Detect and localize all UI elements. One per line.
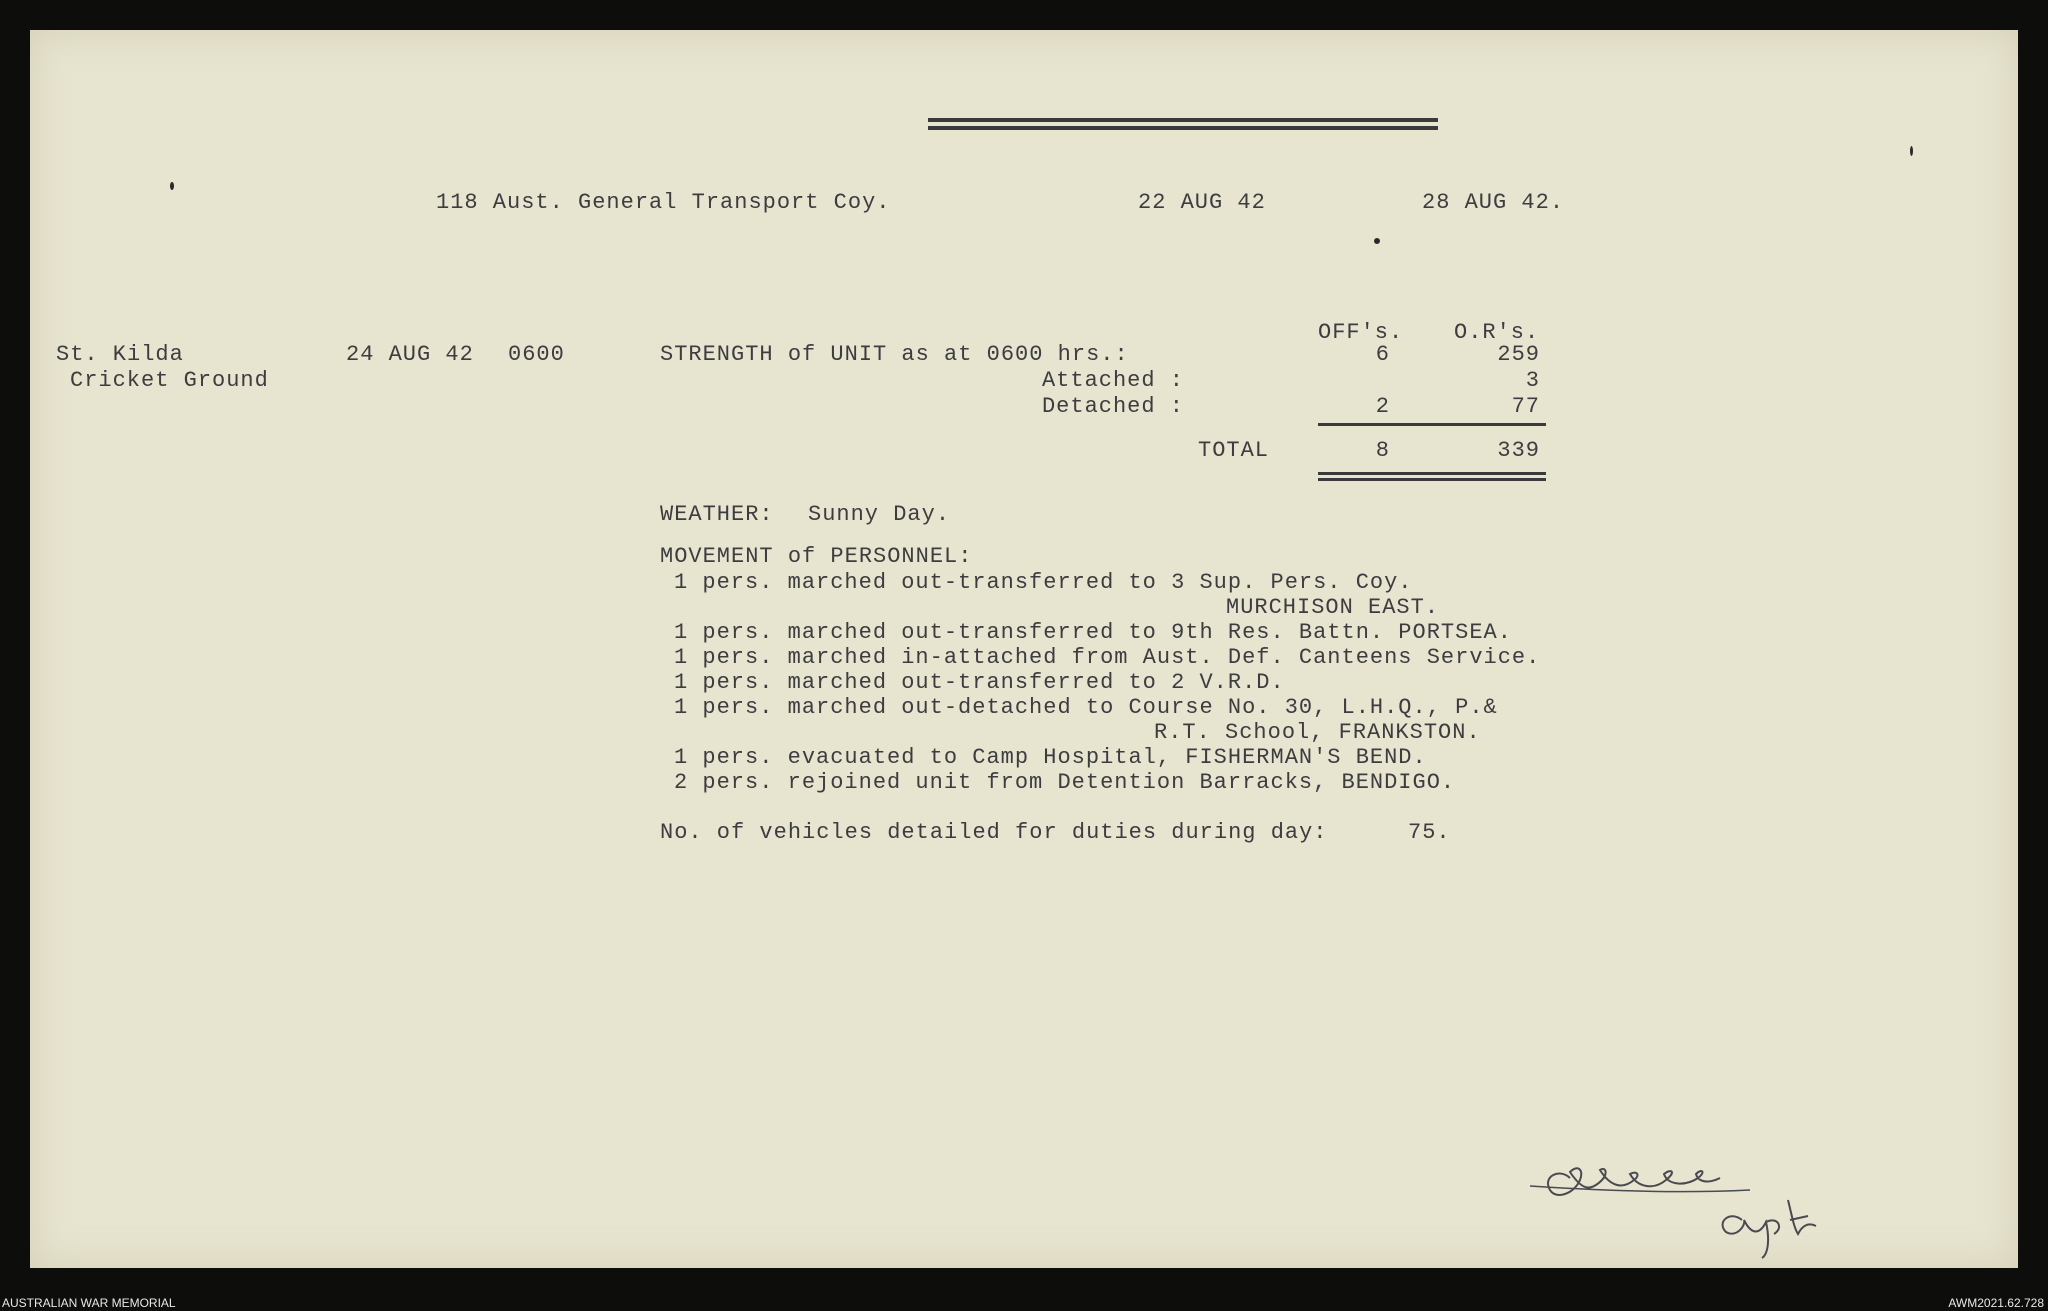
place-line-2: Cricket Ground (70, 368, 269, 393)
movement-line: 2 pers. rejoined unit from Detention Barracks, BENDIGO. (674, 770, 1456, 795)
detached-offs: 2 (1375, 394, 1390, 419)
top-rule (928, 118, 1438, 122)
col-header-ors: O.R's. (1454, 320, 1540, 345)
strength-ors: 259 (1497, 342, 1540, 367)
signature-mark (1530, 1150, 1900, 1260)
total-label: TOTAL (1198, 438, 1270, 463)
total-ors: 339 (1497, 438, 1540, 463)
ink-speck (1910, 146, 1913, 156)
ink-speck (1374, 238, 1380, 244)
period-start: 22 AUG 42 (1138, 190, 1266, 215)
movement-line: 1 pers. marched out-transferred to 2 V.R.D. (674, 670, 1285, 695)
total-rule (1318, 423, 1546, 426)
movement-line: 1 pers. marched out-transferred to 3 Sup. Pers. Coy. (674, 570, 1413, 595)
ink-speck (170, 182, 174, 190)
total-offs: 8 (1375, 438, 1390, 463)
detached-ors: 77 (1511, 394, 1540, 419)
footer-accession: AWM2021.62.728 (1948, 1296, 2044, 1310)
signature-text: Capt (1830, 1250, 1833, 1251)
weather-value: Sunny Day. (808, 502, 951, 527)
vehicles-label: No. of vehicles detailed for duties during day: (660, 820, 1328, 845)
movement-heading: MOVEMENT of PERSONNEL: (660, 544, 973, 569)
detached-label: Detached : (1041, 394, 1184, 419)
strength-offs: 6 (1375, 342, 1390, 367)
total-double-rule-2 (1318, 478, 1546, 481)
entry-time: 0600 (508, 342, 565, 367)
col-header-offs: OFF's. (1318, 320, 1404, 345)
vehicles-value: 75. (1408, 820, 1451, 845)
movement-line: MURCHISON EAST. (1226, 595, 1440, 620)
movement-line: 1 pers. marched out-detached to Course No. 30, L.H.Q., P.& (674, 695, 1498, 720)
weather-label: WEATHER: (660, 502, 774, 527)
strength-label: STRENGTH of UNIT as at 0600 hrs.: (660, 342, 1129, 367)
document-sheet (30, 30, 2018, 1268)
attached-ors: 3 (1525, 368, 1540, 393)
movement-line: R.T. School, FRANKSTON. (1154, 720, 1481, 745)
total-double-rule (1318, 472, 1546, 475)
period-end: 28 AUG 42. (1422, 190, 1565, 215)
unit-name: 118 Aust. General Transport Coy. (436, 190, 891, 215)
movement-line: 1 pers. marched out-transferred to 9th Res. Battn. PORTSEA. (674, 620, 1512, 645)
movement-line: 1 pers. evacuated to Camp Hospital, FISHERMAN'S BEND. (674, 745, 1427, 770)
attached-label: Attached : (1041, 368, 1184, 393)
top-rule-2 (928, 126, 1438, 130)
place-line-1: St. Kilda (56, 342, 184, 367)
entry-date: 24 AUG 42 (346, 342, 474, 367)
movement-line: 1 pers. marched in-attached from Aust. Def. Canteens Service. (674, 645, 1541, 670)
footer-credit: AUSTRALIAN WAR MEMORIAL (2, 1296, 176, 1310)
footer-strip (0, 1270, 2048, 1311)
